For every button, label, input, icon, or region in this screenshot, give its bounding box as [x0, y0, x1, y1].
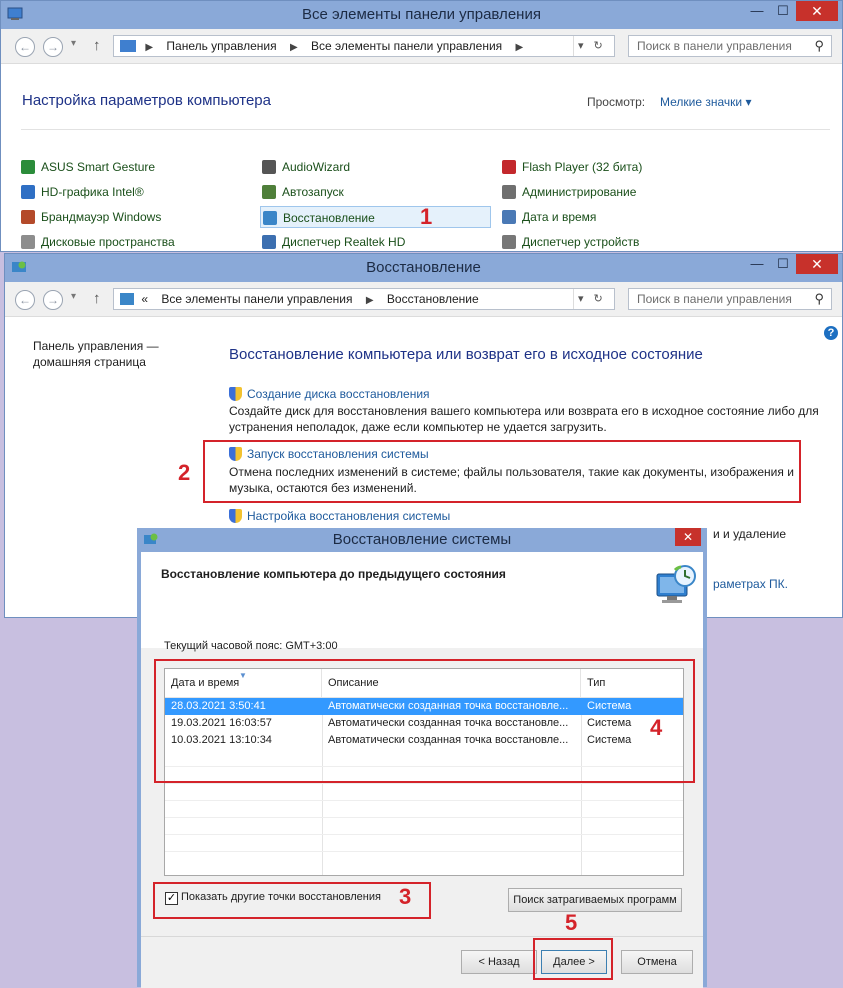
cp-item-firewall[interactable]: Брандмауэр Windows	[21, 207, 161, 227]
row-type: Система	[587, 717, 632, 729]
cp-item-administration[interactable]: Администрирование	[502, 182, 636, 202]
chevron-right-icon: ▶	[365, 295, 374, 306]
maximize-button[interactable]: ☐	[777, 3, 789, 18]
open-system-restore-link[interactable]: Запуск восстановления системы	[229, 447, 429, 461]
dropdown-chevron-icon[interactable]: ▾	[578, 40, 584, 52]
annotation-number-4: 4	[650, 715, 663, 740]
sort-arrow-icon: ▼	[239, 671, 247, 680]
cp-item-realtek-hd[interactable]: Диспетчер Realtek HD	[262, 232, 405, 252]
partial-text-1: и и удаление	[713, 527, 787, 541]
date-time-icon	[502, 210, 516, 224]
row-description: Автоматически созданная точка восстановле...	[328, 700, 569, 712]
flash-icon	[502, 160, 516, 174]
forward-arrow-icon[interactable]: →	[43, 37, 63, 57]
sidebar-home-link[interactable]: Панель управления — домашняя страница	[33, 339, 159, 369]
search-input[interactable]	[628, 288, 832, 310]
highlight-box-5	[533, 938, 613, 980]
chevron-right-icon: ▶	[289, 42, 298, 53]
help-icon[interactable]: ?	[824, 326, 838, 340]
search-icon[interactable]: ⚲	[814, 291, 824, 306]
refresh-icon[interactable]: ↻	[593, 40, 603, 52]
audiowizard-icon	[262, 160, 276, 174]
search-icon[interactable]: ⚲	[814, 38, 824, 53]
refresh-icon[interactable]: ↻	[593, 293, 603, 305]
title-bar	[1, 1, 842, 29]
view-selector[interactable]	[660, 95, 752, 109]
back-arrow-icon[interactable]: ←	[15, 290, 35, 310]
cp-item-autoplay[interactable]: Автозапуск	[262, 182, 344, 202]
firewall-icon	[21, 210, 35, 224]
dialog-header	[141, 552, 703, 648]
realtek-icon	[262, 235, 276, 249]
dropdown-chevron-icon[interactable]: ▾	[578, 293, 584, 305]
row-description: Автоматически созданная точка восстановле...	[328, 717, 569, 729]
row-type: Система	[587, 700, 632, 712]
cp-item-device-manager[interactable]: Диспетчер устройств	[502, 232, 639, 252]
recent-chevron-icon[interactable]: ▾	[71, 38, 77, 49]
row-date: 19.03.2021 16:03:57	[171, 717, 272, 729]
back-button[interactable]: < Назад	[461, 950, 537, 974]
row-date: 28.03.2021 3:50:41	[171, 700, 266, 712]
cp-item-date-time[interactable]: Дата и время	[502, 207, 596, 227]
storage-spaces-icon	[21, 235, 35, 249]
view-label: Просмотр:	[587, 95, 646, 109]
chevron-right-icon: ▶	[145, 42, 154, 53]
open-system-restore-description: Отмена последних изменений в системе; файлы пользователя, такие как документы, изображения и музыка, остаются без изменений.	[229, 465, 794, 495]
recovery-heading: Восстановление компьютера или возврат его в исходное состояние	[229, 346, 703, 363]
computer-restore-icon	[651, 562, 699, 610]
column-header-type[interactable]: Тип	[587, 677, 606, 689]
annotation-number-5: 5	[565, 910, 578, 935]
next-button[interactable]: Далее >	[541, 950, 607, 974]
row-type: Система	[587, 734, 632, 746]
show-more-checkbox[interactable]: ✓	[166, 892, 177, 904]
search-placeholder: Поиск в панели управления	[637, 39, 792, 53]
row-divider	[165, 783, 683, 784]
folder-icon	[120, 40, 136, 52]
asus-gesture-icon	[21, 160, 35, 174]
recovery-icon	[263, 211, 277, 225]
annotation-number-3: 3	[399, 884, 412, 909]
timezone-label: Текущий часовой пояс: GMT+3:00	[164, 640, 338, 652]
system-restore-dialog	[137, 528, 707, 987]
row-date: 10.03.2021 13:10:34	[171, 734, 272, 746]
create-recovery-drive-description: Создайте диск для восстановления вашего компьютера или возврата его в исходное состояние либо для устранения неполадок, даже если компьютер не удается загрузить.	[229, 404, 819, 434]
up-arrow-icon[interactable]: ↑	[93, 290, 101, 307]
chevron-right-icon: ▶	[515, 42, 524, 53]
breadcrumb-item[interactable]: Все элементы панели управления	[311, 39, 503, 53]
annotation-number-1: 1	[420, 204, 433, 229]
control-panel-window	[0, 0, 843, 252]
divider	[21, 129, 830, 130]
cancel-button[interactable]: Отмена	[621, 950, 693, 974]
breadcrumb-item[interactable]: Восстановление	[386, 292, 479, 306]
recovery-icon	[120, 293, 134, 305]
overflow-chevron[interactable]: «	[141, 292, 149, 306]
dialog-close-button[interactable]: ✕	[675, 528, 701, 546]
cp-item-asus-smart-gesture[interactable]: ASUS Smart Gesture	[21, 157, 155, 177]
highlight-box-3	[153, 882, 431, 919]
dialog-subtitle: Восстановление компьютера до предыдущего состояния	[161, 567, 506, 581]
row-description: Автоматически созданная точка восстановле...	[328, 734, 569, 746]
minimize-button[interactable]: —	[750, 256, 764, 271]
scan-affected-programs-button[interactable]: Поиск затрагиваемых программ	[508, 888, 682, 912]
title-bar	[5, 254, 842, 282]
cp-item-storage-spaces[interactable]: Дисковые пространства	[21, 232, 175, 252]
dropdown-arrow-icon: ▾	[745, 95, 752, 109]
navigation-bar	[1, 29, 842, 64]
row-divider	[165, 800, 683, 801]
annotation-number-2: 2	[178, 460, 191, 485]
dialog-title: Восстановление системы	[332, 531, 512, 548]
administration-icon	[502, 185, 516, 199]
cp-item-recovery[interactable]: Восстановление	[260, 206, 491, 228]
control-panel-icon	[7, 7, 23, 21]
window-title: Восстановление	[366, 259, 481, 276]
column-header-description[interactable]: Описание	[322, 669, 581, 697]
close-button[interactable]: ✕	[796, 1, 838, 21]
search-placeholder: Поиск в панели управления	[637, 292, 792, 306]
row-divider	[165, 817, 683, 818]
partial-link-2[interactable]: раметрах ПК.	[713, 577, 788, 591]
dialog-footer	[141, 936, 703, 988]
forward-arrow-icon[interactable]: →	[43, 290, 63, 310]
breadcrumb-item[interactable]: Панель управления	[166, 39, 277, 53]
up-arrow-icon[interactable]: ↑	[93, 37, 101, 54]
device-manager-icon	[502, 235, 516, 249]
row-divider	[165, 851, 683, 852]
recovery-icon	[11, 260, 27, 274]
address-bar[interactable]	[113, 35, 615, 57]
recent-chevron-icon[interactable]: ▾	[71, 291, 77, 302]
autoplay-icon	[262, 185, 276, 199]
show-more-label[interactable]: Показать другие точки восстановления	[181, 891, 381, 903]
breadcrumb-item[interactable]: Все элементы панели управления	[161, 292, 353, 306]
configure-system-restore-link[interactable]: Настройка восстановления системы	[229, 509, 450, 523]
back-arrow-icon[interactable]: ←	[15, 37, 35, 57]
cp-item-flash-player[interactable]: Flash Player (32 бита)	[502, 157, 642, 177]
cp-item-audiowizard[interactable]: AudioWizard	[262, 157, 350, 177]
uac-shield-icon	[229, 387, 242, 401]
navigation-bar	[5, 282, 842, 317]
page-title: Настройка параметров компьютера	[22, 92, 271, 109]
address-bar[interactable]	[113, 288, 615, 310]
row-divider	[165, 834, 683, 835]
intel-graphics-icon	[21, 185, 35, 199]
maximize-button[interactable]: ☐	[777, 256, 789, 271]
cp-item-intel-graphics[interactable]: HD-графика Intel®	[21, 182, 144, 202]
create-recovery-drive-link[interactable]: Создание диска восстановления	[229, 387, 430, 401]
highlight-box-4	[154, 659, 695, 783]
column-header-date[interactable]: Дата и время	[165, 669, 322, 697]
minimize-button[interactable]: —	[750, 3, 764, 18]
window-title: Все элементы панели управления	[302, 6, 541, 23]
highlight-box-2	[203, 440, 801, 503]
view-value: Мелкие значки	[660, 95, 743, 109]
close-button[interactable]: ✕	[796, 254, 838, 274]
uac-shield-icon	[229, 509, 242, 523]
search-input[interactable]	[628, 35, 832, 57]
